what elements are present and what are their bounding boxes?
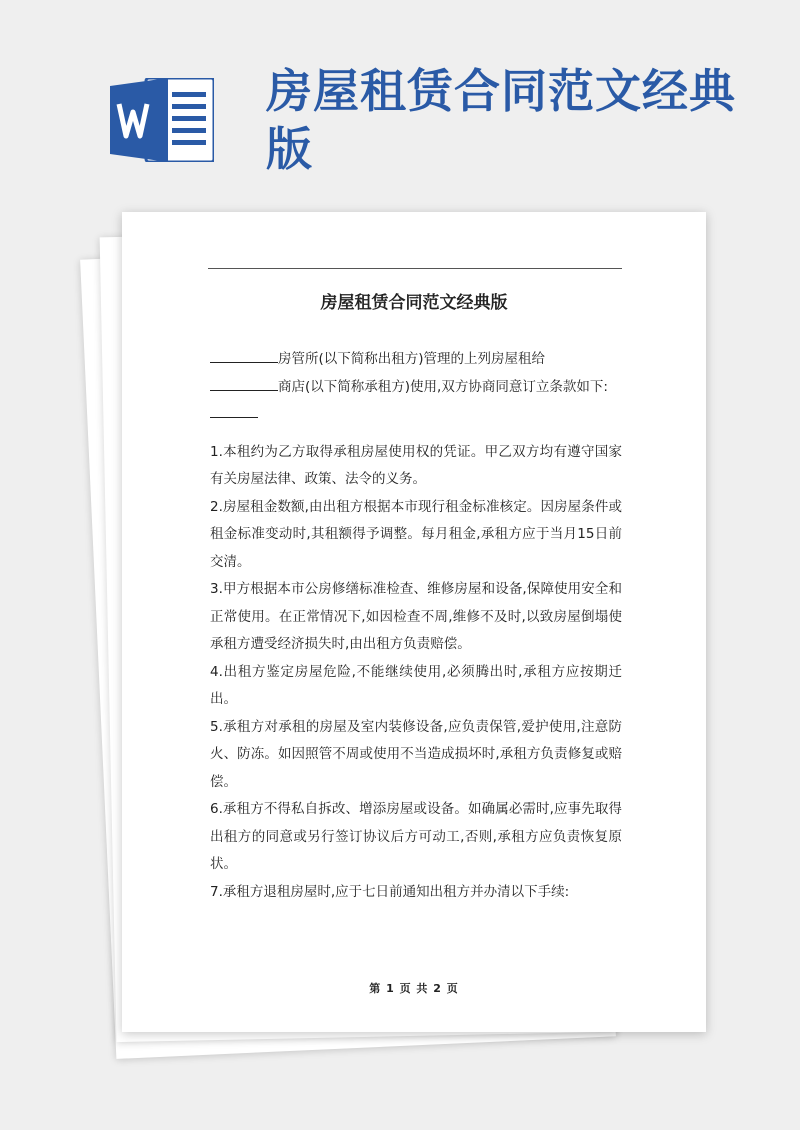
blank-line <box>210 403 258 418</box>
blank-line <box>210 348 278 363</box>
page-title: 房屋租赁合同范文经典版 <box>266 64 736 176</box>
blank-line <box>210 376 278 391</box>
header-rule <box>208 268 622 269</box>
clause-6: 6.承租方不得私自拆改、增添房屋或设备。如确属必需时,应事先取得出租方的同意或另行签订协议后方可动工,否则,承租方应负责恢复原状。 <box>210 801 622 872</box>
spacer <box>210 429 622 439</box>
intro-paragraph <box>210 346 622 429</box>
word-document-icon <box>110 78 214 162</box>
clause-3: 3.甲方根据本市公房修缮标准检查、维修房屋和设备,保障使用安全和正常使用。在正常情况下,如因检查不周,维修不及时,以致房屋倒塌使承租方遭受经济损失时,由出租方负责赔偿。 <box>210 581 622 652</box>
clause-7: 7.承租方退租房屋时,应于七日前通知出租方并办清以下手续: <box>210 883 570 900</box>
document-body <box>210 346 622 906</box>
page-number: 第 1 页 共 2 页 <box>369 982 459 995</box>
clause-4: 4.出租方鉴定房屋危险,不能继续使用,必须腾出时,承租方应按期迁出。 <box>210 663 622 707</box>
document-page <box>122 212 706 1032</box>
clause-2: 2.房屋租金数额,由出租方根据本市现行租金标准核定。因房屋条件或租金标准变动时,其租额得予调整。每月租金,承租方应于当月15日前交清。 <box>210 498 622 570</box>
intro-line-2: 商店(以下简称承租方)使用,双方协商同意订立条款如下: <box>278 378 608 395</box>
document-title: 房屋租赁合同范文经典版 <box>320 293 508 313</box>
clause-1: 1.本租约为乙方取得承租房屋使用权的凭证。甲乙双方均有遵守国家有关房屋法律、政策、法令的义务。 <box>210 443 622 487</box>
intro-line-1: 房管所(以下简称出租方)管理的上列房屋租给 <box>278 351 546 367</box>
clause-5: 5.承租方对承租的房屋及室内装修设备,应负责保管,爱护使用,注意防火、防冻。如因照管不周或使用不当造成损坏时,承租方负责修复或赔偿。 <box>210 718 622 790</box>
